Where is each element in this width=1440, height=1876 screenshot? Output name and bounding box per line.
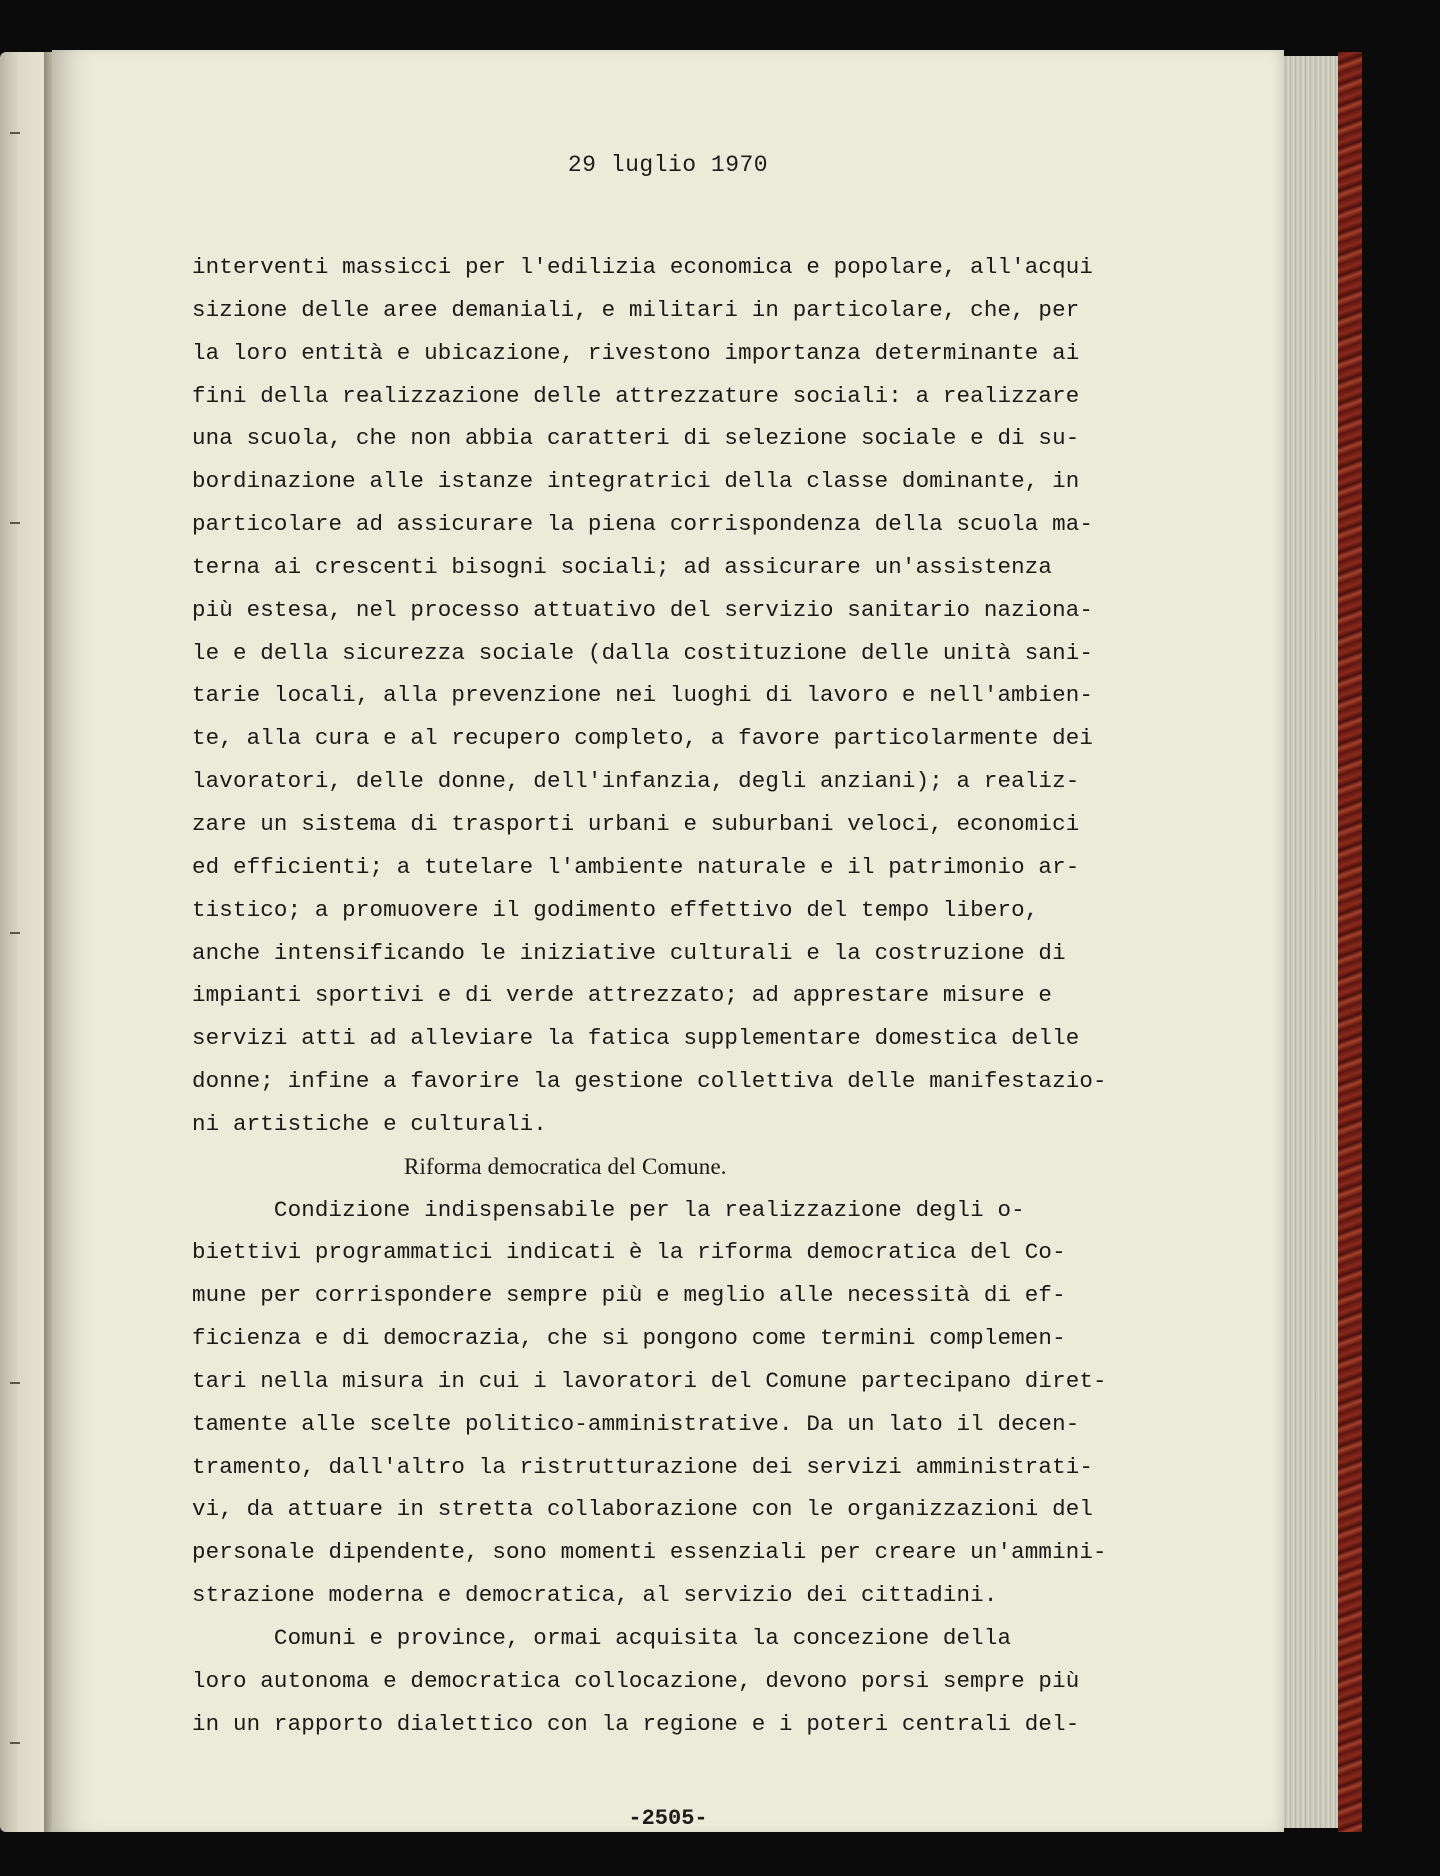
page-tab-mark xyxy=(10,1382,20,1384)
page-stack-edge xyxy=(1282,56,1340,1828)
text-line: in un rapporto dialettico con la regione e i poteri centrali del- xyxy=(192,1710,1080,1737)
text-line: più estesa, nel processo attuativo del servizio sanitario naziona- xyxy=(192,596,1094,623)
text-line: una scuola, che non abbia caratteri di selezione sociale e di su- xyxy=(192,425,1080,452)
text-line: lavoratori, delle donne, dell'infanzia, degli anziani); a realiz- xyxy=(192,768,1080,795)
text-line: te, alla cura e al recupero completo, a favore particolarmente dei xyxy=(192,725,1094,752)
text-line: Condizione indispensabile per la realizzazione degli o- xyxy=(192,1196,1025,1223)
page-tab-mark xyxy=(10,932,20,934)
text-line: tamente alle scelte politico-amministrative. Da un lato il decen- xyxy=(192,1410,1080,1437)
page-tab-mark xyxy=(10,522,20,524)
text-line: ed efficienti; a tutelare l'ambiente naturale e il patrimonio ar- xyxy=(192,853,1080,880)
text-line: impianti sportivi e di verde attrezzato; ad apprestare misure e xyxy=(192,982,1053,1009)
text-line: interventi massicci per l'edilizia economica e popolare, all'acqui xyxy=(192,254,1094,280)
text-line: la loro entità e ubicazione, rivestono importanza determinante ai xyxy=(192,339,1080,366)
text-line: particolare ad assicurare la piena corrispondenza della scuola ma- xyxy=(192,511,1094,538)
text-line: ni artistiche e culturali. xyxy=(192,1110,547,1137)
text-line: ficienza e di democrazia, che si pongono come termini complemen- xyxy=(192,1325,1066,1352)
text-line: tistico; a promuovere il godimento effettivo del tempo libero, xyxy=(192,896,1039,923)
page-tab-mark xyxy=(10,1742,20,1744)
document-page xyxy=(52,50,1284,1832)
left-page-edge xyxy=(0,52,48,1832)
text-line: personale dipendente, sono momenti essenziali per creare un'ammini- xyxy=(192,1539,1107,1566)
text-line: le e della sicurezza sociale (dalla costituzione delle unità sani- xyxy=(192,639,1094,666)
text-line: tarie locali, alla prevenzione nei luoghi di lavoro e nell'ambien- xyxy=(192,682,1094,709)
text-line: biettivi programmatici indicati è la riforma democratica del Co- xyxy=(192,1239,1066,1266)
text-line: tramento, dall'altro la ristrutturazione dei servizi amministrati- xyxy=(192,1453,1094,1480)
marbled-cover-edge xyxy=(1338,52,1362,1832)
body-text xyxy=(192,246,1252,1746)
text-line: anche intensificando le iniziative culturali e la costruzione di xyxy=(192,939,1066,966)
text-line: zare un sistema di trasporti urbani e suburbani veloci, economici xyxy=(192,810,1080,837)
text-line: loro autonoma e democratica collocazione, devono porsi sempre più xyxy=(192,1667,1080,1694)
text-line: sizione delle aree demaniali, e militari in particolare, che, per xyxy=(192,296,1080,323)
text-line: mune per corrispondere sempre più e meglio alle necessità di ef- xyxy=(192,1282,1066,1309)
page-header-date: 29 luglio 1970 xyxy=(567,152,769,178)
text-line: servizi atti ad alleviare la fatica supplementare domestica delle xyxy=(192,1025,1080,1052)
page-number: -2505- xyxy=(628,1806,708,1831)
text-line: bordinazione alle istanze integratrici della classe dominante, in xyxy=(192,468,1080,495)
section-heading: Riforma democratica del Comune. xyxy=(404,1153,727,1179)
text-line: tari nella misura in cui i lavoratori del Comune partecipano diret- xyxy=(192,1367,1107,1394)
text-line: strazione moderna e democratica, al servizio dei cittadini. xyxy=(192,1582,998,1609)
text-line: vi, da attuare in stretta collaborazione con le organizzazioni del xyxy=(192,1496,1094,1523)
text-line: fini della realizzazione delle attrezzature sociali: a realizzare xyxy=(192,382,1080,409)
text-line: terna ai crescenti bisogni sociali; ad assicurare un'assistenza xyxy=(192,553,1053,580)
text-line: donne; infine a favorire la gestione collettiva delle manifestazio- xyxy=(192,1068,1107,1095)
text-line: Comuni e province, ormai acquisita la concezione della xyxy=(192,1625,1012,1651)
page-tab-mark xyxy=(10,132,20,134)
